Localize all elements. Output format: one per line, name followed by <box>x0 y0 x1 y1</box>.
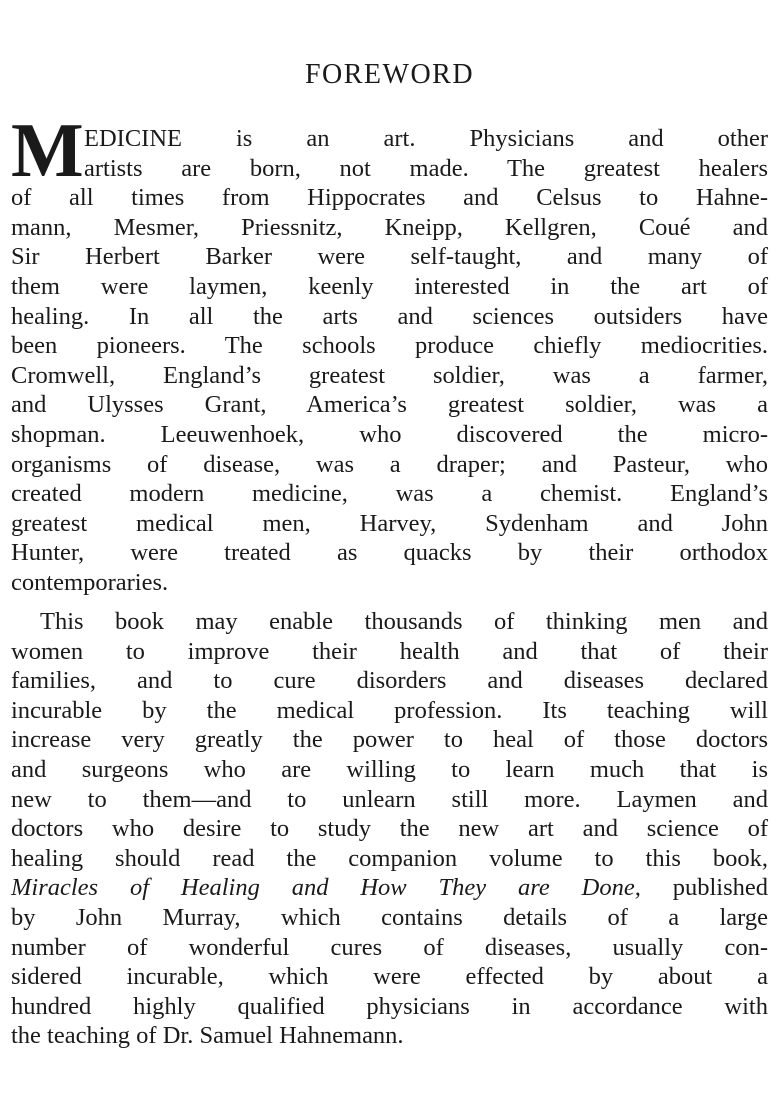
text-line: them were laymen, keenly interested in the art of <box>11 273 768 300</box>
text-line: mann, Mesmer, Priessnitz, Kneipp, Kellgren, Coué and <box>11 213 768 241</box>
text-line: contemporaries. <box>11 569 169 596</box>
text-line: of all times from Hippocrates and Celsus to Hahne- <box>11 184 768 212</box>
book-title: Miracles of Healing and How They are Done, <box>11 874 641 902</box>
text-line: Cromwell, England’s greatest soldier, was a farmer, <box>11 361 768 389</box>
text-line: EDICINE is an art. Physicians and other <box>84 125 768 152</box>
text-line: increase very greatly the power to heal of those doctors <box>11 726 768 754</box>
text-line: healing should read the companion volume to this book, <box>11 844 768 872</box>
text-line: sidered incurable, which were effected by about a <box>11 963 768 991</box>
text-line: number of wonderful cures of diseases, usually con- <box>11 933 768 961</box>
text-line: greatest medical men, Harvey, Sydenham and John <box>11 509 768 537</box>
text-line: Hunter, were treated as quacks by their orthodox <box>11 539 768 567</box>
text-line: families, and to cure disorders and diseases declared <box>11 667 768 695</box>
text-line: This book may enable thousands of thinking men and <box>40 608 768 635</box>
text-line: new to them—and to unlearn still more. Laymen and <box>11 785 768 813</box>
text-fragment: published <box>640 874 768 902</box>
text-line: and surgeons who are willing to learn much that is <box>11 756 768 783</box>
text-line: doctors who desire to study the new art and science of <box>11 815 768 843</box>
drop-cap: M <box>11 107 84 193</box>
text-line: the teaching of Dr. Samuel Hahnemann. <box>11 1022 404 1050</box>
text-line: women to improve their health and that of their <box>11 637 768 665</box>
text-line: artists are born, not made. The greatest healers <box>84 154 768 182</box>
page-title: FOREWORD <box>304 59 475 90</box>
text-line: incurable by the medical profession. Its teaching will <box>11 696 768 724</box>
text-line: organisms of disease, was a draper; and Pasteur, who <box>11 450 768 478</box>
text-line: been pioneers. The schools produce chiefly mediocrities. <box>11 332 768 360</box>
text-line: healing. In all the arts and sciences outsiders have <box>11 302 768 330</box>
text-line: created modern medicine, was a chemist. England’s <box>11 480 768 508</box>
text-line: shopman. Leeuwenhoek, who discovered the micro- <box>11 421 768 448</box>
text-line: hundred highly qualified physicians in accordance with <box>11 992 768 1020</box>
text-line: Sir Herbert Barker were self-taught, and many of <box>11 243 768 271</box>
text-line: by John Murray, which contains details of a large <box>11 904 768 931</box>
text-line: and Ulysses Grant, America’s greatest soldier, was a <box>11 391 768 419</box>
text-line-with-book-title <box>11 873 768 903</box>
